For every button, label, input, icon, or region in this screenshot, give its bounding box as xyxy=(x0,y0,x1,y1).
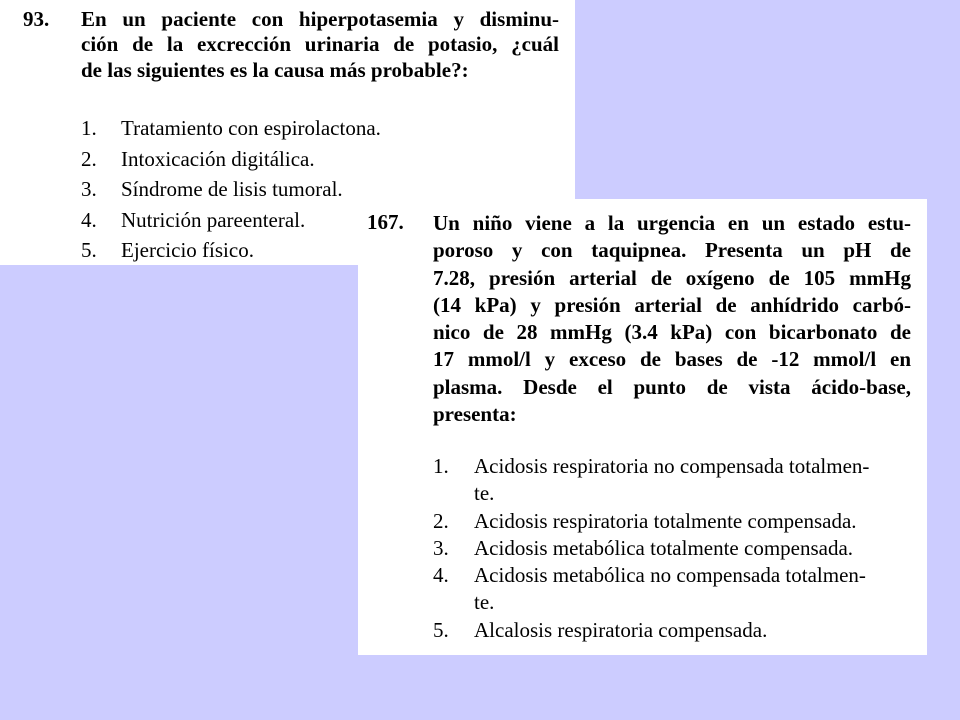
option-number: 1. xyxy=(433,454,449,478)
stem-line: ción de la excrección urinaria de potasio, ¿cuál xyxy=(81,32,559,57)
answer-option[interactable] xyxy=(81,144,561,175)
option-number: 3. xyxy=(81,177,97,201)
option-text-continuation: te. xyxy=(474,481,495,506)
answer-option[interactable] xyxy=(433,453,913,508)
stem-line: de las siguientes es la causa más probable?: xyxy=(81,57,469,82)
option-text: Acidosis respiratoria totalmente compensada. xyxy=(474,508,857,533)
answer-option[interactable] xyxy=(433,535,913,562)
question-stem xyxy=(433,210,911,428)
option-number: 2. xyxy=(81,146,97,171)
option-text: Nutrición pareenteral. xyxy=(121,207,306,232)
option-number: 2. xyxy=(433,508,449,533)
option-text: Alcalosis respiratoria compensada. xyxy=(474,617,768,642)
question-number: 167. xyxy=(367,210,404,234)
option-text: Síndrome de lisis tumoral. xyxy=(121,177,343,201)
option-number: 4. xyxy=(81,207,97,232)
answer-options xyxy=(433,453,913,644)
answer-option[interactable] xyxy=(81,113,561,144)
option-text: Acidosis metabólica totalmente compensada. xyxy=(474,535,854,560)
answer-option[interactable] xyxy=(433,562,913,617)
stem-line: presenta: xyxy=(433,402,517,427)
option-number: 5. xyxy=(81,238,97,262)
option-text-continuation: te. xyxy=(474,590,495,615)
option-text: Acidosis metabólica no compensada totalmen- xyxy=(474,563,866,588)
option-number: 1. xyxy=(81,116,97,140)
stem-line: 17 mmol/l y exceso de bases de -12 mmol/l en xyxy=(433,347,911,372)
question-stem xyxy=(81,7,559,83)
stem-line: (14 kPa) y presión arterial de anhídrido carbó- xyxy=(433,292,911,317)
stem-line: 7.28, presión arterial de oxígeno de 105 mmHg xyxy=(433,265,911,290)
option-text: Ejercicio físico. xyxy=(121,238,254,262)
stem-line: nico de 28 mmHg (3.4 kPa) con bicarbonato de xyxy=(433,320,911,345)
option-text: Intoxicación digitálica. xyxy=(121,146,315,171)
option-number: 5. xyxy=(433,617,449,642)
answer-option[interactable] xyxy=(433,508,913,535)
option-number: 3. xyxy=(433,535,449,560)
stem-line: plasma. Desde el punto de vista ácido-base, xyxy=(433,374,911,399)
answer-option[interactable] xyxy=(433,617,913,644)
option-number: 4. xyxy=(433,563,449,588)
stem-line: Un niño viene a la urgencia en un estado estu- xyxy=(433,211,911,235)
question-number: 93. xyxy=(23,7,50,31)
option-text: Acidosis respiratoria no compensada totalmen- xyxy=(474,454,870,478)
stem-line: En un paciente con hiperpotasemia y disminu- xyxy=(81,7,559,31)
option-text: Tratamiento con espirolactona. xyxy=(121,116,381,140)
stem-line: poroso y con taquipnea. Presenta un pH de xyxy=(433,238,911,263)
question-card-167 xyxy=(358,199,927,655)
